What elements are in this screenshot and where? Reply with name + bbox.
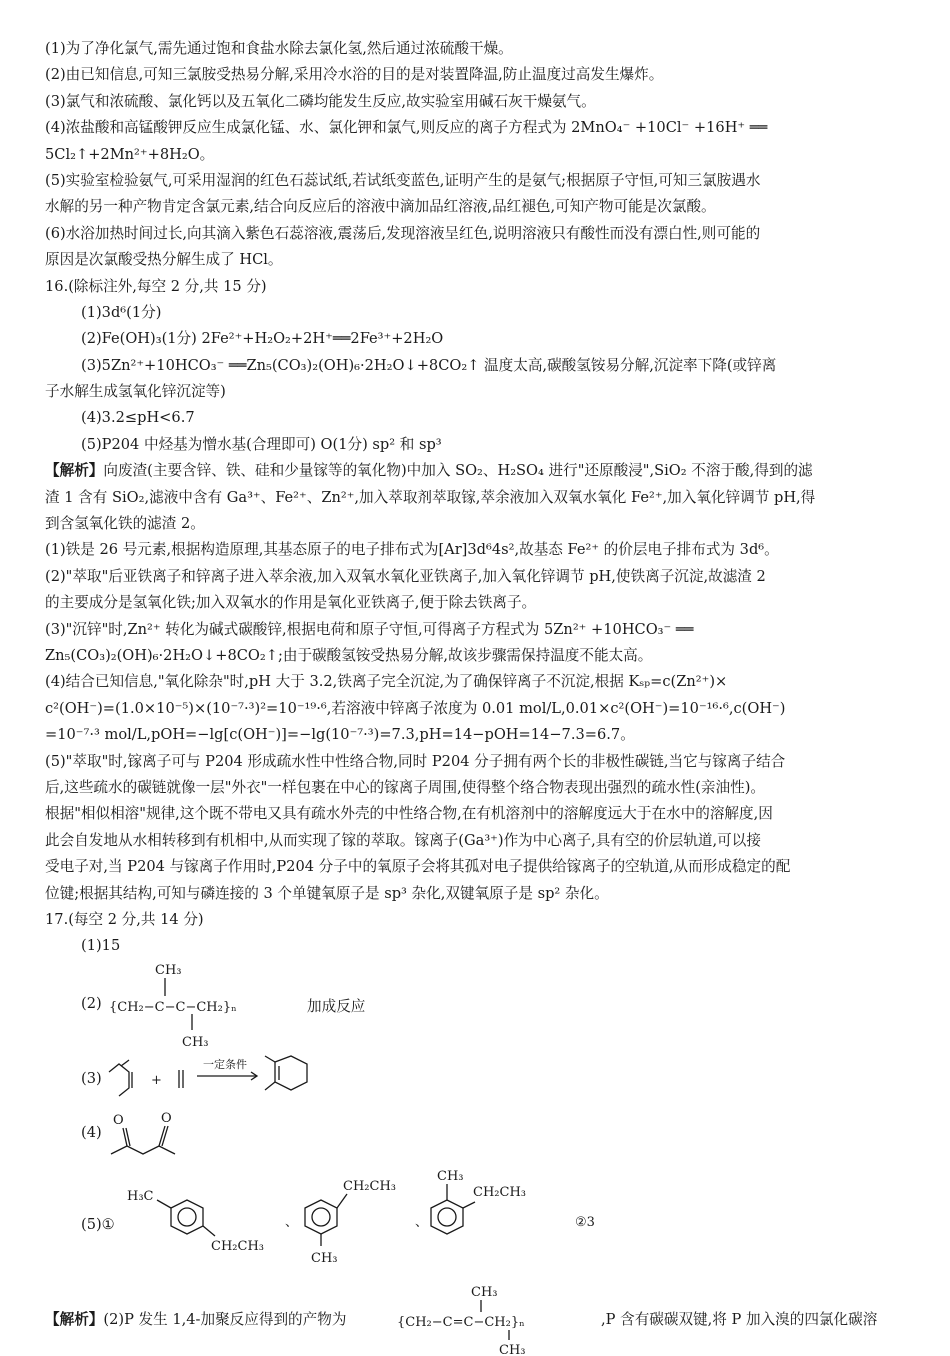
q16-answer-1: (1)3d⁶(1分) (81, 303, 162, 321)
isomer2-bond-a (337, 1194, 347, 1208)
diels-alder-reaction (107, 1052, 407, 1110)
q17-answer-1: (1)15 (81, 937, 121, 955)
methyl-bottom: CH₃ (182, 1034, 209, 1050)
q16-analysis-16: 受电子对,当 P204 与镓离子作用时,P204 分子中的氧原子会将其孤对电子提供给镓离子的空轨道,从而形成稳定的配 (45, 858, 791, 876)
q16-answer-4: (4)3.2≤pH<6.7 (81, 409, 195, 427)
q16-analysis-7: (3)"沉锌"时,Zn²⁺ 转化为碱式碳酸锌,根据电荷和原子守恒,可得离子方程式为 5Zn²⁺ +10HCO₃⁻ ══ (45, 620, 694, 638)
q16-analysis-6: 的主要成分是氢氧化铁;加入双氧水的作用是氧化亚铁离子,便于除去铁离子。 (45, 594, 537, 612)
isomer2-ethyl: CH₂CH₃ (343, 1178, 396, 1194)
oxygen-2: O (161, 1110, 172, 1126)
methyl-top: CH₃ (155, 962, 182, 978)
ring-methyl-2 (265, 1082, 275, 1090)
q16-analysis-14: 根据"相似相溶"规律,这个既不带电又具有疏水外壳的中性络合物,在有机溶剂中的溶解度远大于在水中的溶解度,因 (45, 805, 773, 823)
q15-line-6: (5)实验室检验氨气,可采用湿润的红色石蕊试纸,若试纸变蓝色,证明产生的是氨气;根据原子守恒,可知三氯胺遇水 (45, 171, 761, 189)
isomer3-ethyl: CH₂CH₃ (473, 1184, 526, 1200)
q16-analysis-11: =10⁻⁷·³ mol/L,pOH=−lg[c(OH⁻)]=−lg(10⁻⁷·³)=7.3,pH=14−pOH=14−7.3=6.7。 (45, 726, 635, 744)
q15-line-4: (4)浓盐酸和高锰酸钾反应生成氯化锰、水、氯化钾和氯气,则反应的离子方程式为 2MnO₄⁻ +10Cl⁻ +16H⁺ ══ (45, 119, 768, 137)
q16-analysis-4: (1)铁是 26 号元素,根据构造原理,其基态原子的电子排布式为[Ar]3d⁶4s²,故基态 Fe²⁺ 的价层电子排布式为 3d⁶。 (45, 541, 779, 559)
plus-sign: + (151, 1072, 162, 1088)
q15-line-8: (6)水浴加热时间过长,向其滴入紫色石蕊溶液,震荡后,发现溶液呈红色,说明溶液只有酸性而没有漂白性,则可能的 (45, 224, 761, 242)
oxygen-1: O (113, 1112, 124, 1128)
ring-2-aromatic (312, 1208, 330, 1226)
q16-answer-3-cont: 子水解生成氢氧化锌沉淀等) (45, 383, 226, 401)
q17-answer-2: (2) CH₃ {CH₂−C−C−CH₂}ₙ CH₃ 加成反应 (45, 960, 910, 1052)
q16-analysis-9: (4)结合已知信息,"氧化除杂"时,pH 大于 3.2,铁离子完全沉淀,为了确保锌离子不沉淀,根据 Kₛₚ=c(Zn²⁺)× (45, 673, 728, 691)
diene-skeleton (109, 1064, 129, 1096)
q16-analysis-17: 位键;根据其结构,可知与磷连接的 3 个单键氧原子是 sp³ 杂化,双键氧原子是 sp² 杂化。 (45, 884, 609, 902)
analysis-tag: 【解析】 (45, 462, 104, 480)
q15-line-7: 水解的另一种产物肯定含氯元素,结合向反应后的溶液中滴加品红溶液,品红褪色,可知产物可能是次氯酸。 (45, 198, 716, 216)
q17-analysis: 【解析】(2)P 发生 1,4-加聚反应得到的产物为 CH₃ {CH₂−C=C−CH₂}ₙ CH₃ ,P 含有碳碳双键,将 P 加入溴的四氯化碳溶 (45, 1284, 878, 1356)
separator-1: 、 (285, 1214, 299, 1230)
q15-line-9: 原因是次氯酸受热分解生成了 HCl。 (45, 251, 283, 269)
isomer-structures (125, 1164, 685, 1284)
isomer1-bond-b (203, 1226, 215, 1236)
isomer1-bond-a (157, 1200, 171, 1208)
q16-answer-5: (5)P204 中烃基为憎水基(合理即可) O(1分) sp² 和 sp³ (81, 435, 442, 453)
ring-3-aromatic (438, 1208, 456, 1226)
benzene-ring-1 (171, 1200, 203, 1234)
carbonyl-2b (162, 1126, 168, 1146)
polymer-chain: {CH₂−C−C−CH₂}ₙ (109, 999, 237, 1015)
q16-analysis-10: c²(OH⁻)=(1.0×10⁻⁵)×(10⁻⁷·³)²=10⁻¹⁹·⁶,若溶液中锌离子浓度为 0.01 mol/L,0.01×c²(OH⁻)=10⁻¹⁶·⁶,c(OH⁻) (45, 699, 786, 717)
q16-analysis-5: (2)"萃取"后亚铁离子和锌离子进入萃余液,加入双氧水氧化亚铁离子,加入氧化锌调节 pH,使铁离子沉淀,故滤渣 2 (45, 567, 766, 585)
answer-5-2: ②3 (575, 1214, 595, 1230)
benzene-ring-3 (431, 1200, 463, 1234)
diketone-structure (107, 1110, 227, 1164)
analysis-methyl-bottom: CH₃ (499, 1342, 526, 1356)
q17-answer-3: (3) + 一定条件 (45, 1052, 910, 1110)
benzene-ring-2 (305, 1200, 337, 1234)
q16-analysis-1: 【解析】向废渣(主要含锌、铁、硅和少量镓等的氧化物)中加入 SO₂、H₂SO₄ 进行"还原酸浸",SiO₂ 不溶于酸,得到的滤 (45, 462, 813, 480)
q16-heading: 16.(除标注外,每空 2 分,共 15 分) (45, 277, 267, 295)
isomer3-bond-b (463, 1202, 475, 1208)
q16-analysis-12: (5)"萃取"时,镓离子可与 P204 形成疏水性中性络合物,同时 P204 分子拥有两个长的非极性碳链,当它与镓离子结合 (45, 752, 786, 770)
q16-analysis-2: 渣 1 含有 SiO₂,滤液中含有 Ga³⁺、Fe²⁺、Zn²⁺,加入萃取剂萃取镓,萃余液加入双氧水氧化 Fe²⁺,加入氧化锌调节 pH,得 (45, 488, 816, 506)
analysis-methyl-top: CH₃ (471, 1284, 498, 1300)
carbon-chain (111, 1146, 175, 1154)
q15-line-3: (3)氯气和浓硫酸、氯化钙以及五氧化二磷均能发生反应,故实验室用碱石灰干燥氨气。 (45, 92, 596, 110)
reaction-condition: 一定条件 (203, 1057, 247, 1071)
isomer1-ethyl: CH₂CH₃ (211, 1238, 264, 1254)
separator-2: 、 (415, 1214, 429, 1230)
q16-analysis-13: 后,这些疏水的碳链就像一层"外衣"一样包裹在中心的镓离子周围,使得整个络合物表现出强烈的疏水性(亲油性)。 (45, 778, 766, 796)
q17-heading: 17.(每空 2 分,共 14 分) (45, 910, 204, 928)
analysis-polymer-chain: {CH₂−C=C−CH₂}ₙ (397, 1314, 525, 1330)
q15-line-1: (1)为了净化氯气,需先通过饱和食盐水除去氯化氢,然后通过浓硫酸干燥。 (45, 40, 513, 57)
q16-analysis-3: 到含氢氧化铁的滤渣 2。 (45, 515, 205, 533)
q17-answer-4: (4) O O (45, 1110, 910, 1164)
isomer2-methyl: CH₃ (311, 1250, 338, 1266)
q16-answer-2: (2)Fe(OH)₃(1分) 2Fe²⁺+H₂O₂+2H⁺══2Fe³⁺+2H₂O (81, 330, 444, 348)
q16-analysis-15: 此会自发地从水相转移到有机相中,从而实现了镓的萃取。镓离子(Ga³⁺)作为中心离子,具有空的价层轨道,可以接 (45, 831, 761, 849)
ring-1-aromatic (178, 1208, 196, 1226)
polymer-structure (109, 960, 429, 1052)
q16-answer-3: (3)5Zn²⁺+10HCO₃⁻ ══Zn₅(CO₃)₂(OH)₆·2H₂O↓+8CO₂↑ 温度太高,碳酸氢铵易分解,沉淀率下降(或锌离 (81, 356, 777, 374)
q15-line-2: (2)由已知信息,可知三氯胺受热易分解,采用冷水浴的目的是对装置降温,防止温度过高发生爆炸。 (45, 66, 664, 84)
cyclohexene-ring (275, 1056, 307, 1090)
answer-page (45, 36, 910, 1356)
q16-analysis-8: Zn₅(CO₃)₂(OH)₆·2H₂O↓+8CO₂↑;由于碳酸氢铵受热易分解,故该步骤需保持温度不能太高。 (45, 646, 653, 664)
q17-answer-5: (5)① H₃C CH₂CH₃ 、 CH₂CH₃ CH₃ 、 CH₃ CH₂CH₃ ②3 (45, 1164, 910, 1284)
isomer3-methyl: CH₃ (437, 1168, 464, 1184)
methyl-stub (121, 1060, 129, 1066)
carbonyl-2 (159, 1126, 165, 1146)
analysis-tag-17: 【解析】 (45, 1310, 104, 1328)
isomer1-h3c: H₃C (127, 1188, 154, 1204)
ring-methyl-1 (265, 1056, 275, 1062)
q15-line-5: 5Cl₂↑+2Mn²⁺+8H₂O。 (45, 145, 215, 163)
